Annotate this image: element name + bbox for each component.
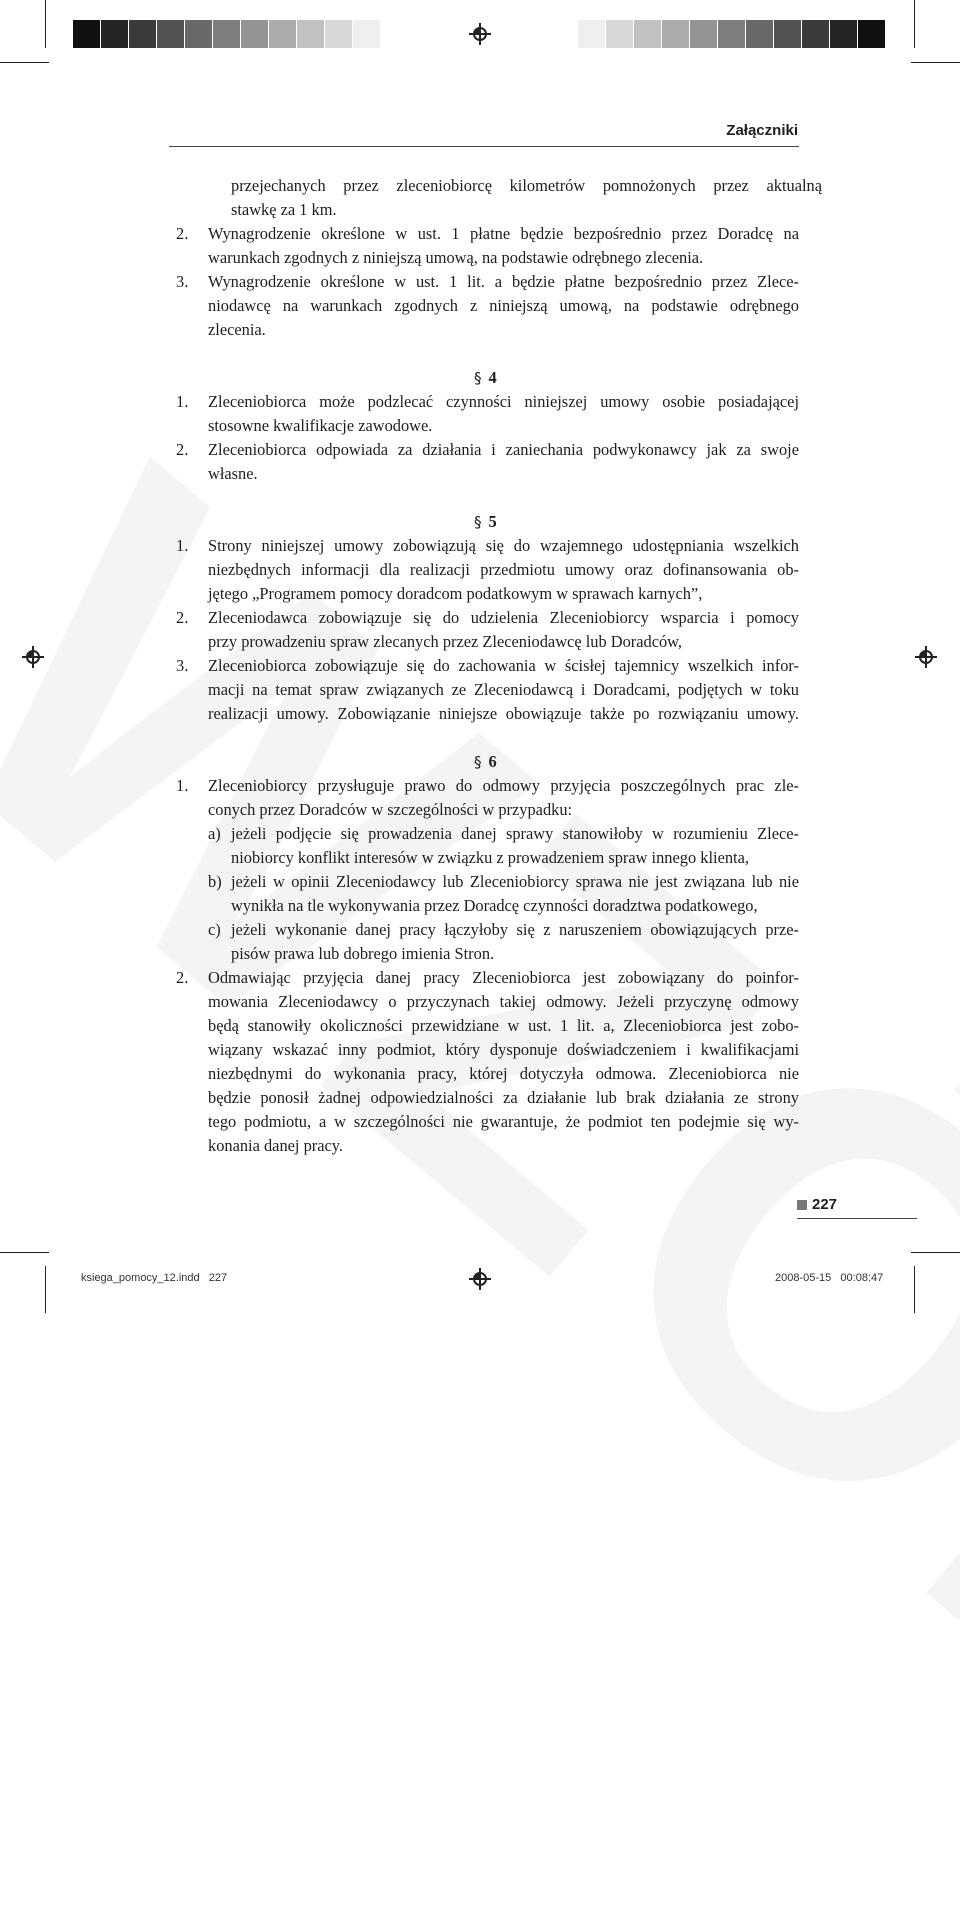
color-swatch	[718, 20, 745, 48]
color-swatch	[662, 20, 689, 48]
text-line: macji na temat spraw związanych ze Zleceniodawcą i Doradcami, podjętych w toku	[208, 680, 799, 699]
color-swatch	[297, 20, 324, 48]
crop-mark	[911, 1252, 960, 1253]
color-swatch	[858, 20, 885, 48]
text-line: niezbędnych informacji dla realizacji przedmiotu umowy oraz dofinansowania ob-	[208, 560, 799, 579]
section-symbol: §	[474, 753, 482, 771]
list-marker: 3.	[176, 656, 189, 675]
text-line: zlecenia.	[208, 320, 266, 339]
list-marker: 1.	[176, 392, 189, 411]
text-line: Zleceniodawca zobowiązuje się do udzielenia Zleceniobiorcy wsparcia i pomocy	[208, 608, 799, 627]
text-line: pisów prawa lub dobrego imienia Stron.	[231, 944, 495, 963]
text-line: conych przez Doradców w szczególności w przypadku:	[208, 800, 573, 819]
running-header-title: Załączniki	[726, 122, 798, 139]
text-line: niezbędnymi do wykonania pracy, której dotyczyła odmowa. Zleceniobiorca nie	[208, 1064, 799, 1083]
text-line: Zleceniobiorca zobowiązuje się do zachowania w ścisłej tajemnicy wszelkich infor-	[208, 656, 799, 675]
page-number: 227	[812, 1196, 838, 1213]
color-swatch	[746, 20, 773, 48]
list-marker: c)	[208, 920, 221, 939]
text-line: jeżeli w opinii Zleceniodawcy lub Zleceniobiorcy sprawa nie jest związana lub nie	[231, 872, 799, 891]
text-line: Odmawiając przyjęcia danej pracy Zleceniobiorca jest zobowiązany do poinfor-	[208, 968, 799, 987]
text-line: warunkach zgodnych z niniejszą umową, na podstawie odrębnego zlecenia.	[208, 248, 704, 267]
header-rule	[169, 146, 799, 147]
crop-mark	[45, 1266, 46, 1313]
color-swatch	[325, 20, 352, 48]
color-swatch	[634, 20, 661, 48]
color-swatch	[241, 20, 268, 48]
list-marker: 2.	[176, 224, 189, 243]
text-line: Wynagrodzenie określone w ust. 1 płatne będzie bezpośrednio przez Doradcę na	[208, 224, 799, 243]
section-heading-4	[474, 368, 497, 388]
footer-timestamp: 2008-05-15 00:08:47	[775, 1272, 884, 1284]
text-line: Zleceniobiorca odpowiada za działania i zaniechania podwykonawcy jak za swoje	[208, 440, 799, 459]
section-heading-5	[474, 512, 497, 532]
color-swatch	[774, 20, 801, 48]
text-line: niodawcę na warunkach zgodnych z niniejszą umową, na podstawie odrębnego	[208, 296, 799, 315]
text-line: stosowne kwalifikacje zawodowe.	[208, 416, 433, 435]
text-line: będą stanowiły okoliczności przewidziane w ust. 1 lit. a, Zleceniobiorca jest zobo-	[208, 1016, 799, 1035]
text-line: realizacji umowy. Zobowiązanie niniejsze obowiązuje także po rozwiązaniu umowy.	[208, 704, 799, 723]
crop-mark	[0, 1252, 49, 1253]
text-line: niobiorcy konflikt interesów w związku z prowadzeniem spraw innego klienta,	[231, 848, 749, 867]
section-symbol: §	[474, 369, 482, 387]
text-line: wiązany wskazać inny podmiot, który dysponuje doświadczeniem i kwalifikacjami	[208, 1040, 799, 1059]
color-swatch	[578, 20, 605, 48]
crop-mark	[914, 0, 915, 48]
color-swatch	[185, 20, 212, 48]
color-swatch	[830, 20, 857, 48]
text-line: Wynagrodzenie określone w ust. 1 lit. a będzie płatne bezpośrednio przez Zlece-	[208, 272, 799, 291]
section-symbol: §	[474, 513, 482, 531]
color-swatch	[101, 20, 128, 48]
text-line: wynikła na tle wykonywania przez Doradcę czynności doradztwa podatkowego,	[231, 896, 758, 915]
color-swatch	[129, 20, 156, 48]
text-line: będzie ponosił żadnej odpowiedzialności za działanie lub brak działania ze strony	[208, 1088, 799, 1107]
text-line: stawkę za 1 km.	[231, 200, 337, 219]
color-swatch	[213, 20, 240, 48]
crop-mark	[911, 62, 960, 63]
color-swatch	[802, 20, 829, 48]
section-number: 4	[488, 368, 497, 387]
text-line: jętego „Programem pomocy doradcom podatkowym w sprawach karnych”,	[208, 584, 703, 603]
color-swatch	[269, 20, 296, 48]
crop-mark	[45, 0, 46, 48]
registration-mark-icon	[469, 1268, 491, 1290]
text-line: Zleceniobiorcy przysługuje prawo do odmowy przyjęcia poszczególnych prac zle-	[208, 776, 799, 795]
text-line: przy prowadzeniu spraw zlecanych przez Zleceniodawcę lub Doradców,	[208, 632, 683, 651]
list-marker: a)	[208, 824, 221, 843]
section-heading-6	[474, 752, 497, 772]
crop-mark	[0, 62, 49, 63]
registration-mark-icon	[915, 646, 937, 668]
page-number-square-icon	[797, 1200, 807, 1210]
list-marker: 2.	[176, 968, 189, 987]
section-number: 5	[488, 512, 497, 531]
color-swatch	[606, 20, 633, 48]
text-line: konania danej pracy.	[208, 1136, 344, 1155]
list-marker: 2.	[176, 608, 189, 627]
page-number-rule	[797, 1218, 917, 1219]
text-line: własne.	[208, 464, 258, 483]
text-line: przejechanych przez zleceniobiorcę kilometrów pomnożonych przez aktualną	[231, 176, 822, 195]
list-marker: 3.	[176, 272, 189, 291]
color-swatch	[157, 20, 184, 48]
section-number: 6	[488, 752, 497, 771]
text-line: jeżeli podjęcie się prowadzenia danej sprawy stanowiłoby w rozumieniu Zlece-	[231, 824, 799, 843]
text-line: Zleceniobiorca może podzlecać czynności niniejszej umowy osobie posiadającej	[208, 392, 799, 411]
text-line: tego podmiotu, a w szczególności nie gwarantuje, że podmiot ten podejmie się wy-	[208, 1112, 799, 1131]
list-marker: b)	[208, 872, 222, 891]
footer-filename: ksiega_pomocy_12.indd 227	[81, 1272, 228, 1284]
text-line: jeżeli wykonanie danej pracy łączyłoby się z naruszeniem obowiązujących prze-	[231, 920, 799, 939]
text-line: mowania Zleceniodawcy o przyczynach takiej odmowy. Jeżeli przyczynę odmowy	[208, 992, 799, 1011]
registration-mark-icon	[22, 646, 44, 668]
text-line: Strony niniejszej umowy zobowiązują się do wzajemnego udostępniania wszelkich	[208, 536, 799, 555]
registration-mark-icon	[469, 23, 491, 45]
color-swatch	[73, 20, 100, 48]
color-swatch	[690, 20, 717, 48]
color-swatch	[353, 20, 380, 48]
list-marker: 1.	[176, 536, 189, 555]
list-marker: 2.	[176, 440, 189, 459]
crop-mark	[914, 1266, 915, 1313]
list-marker: 1.	[176, 776, 189, 795]
